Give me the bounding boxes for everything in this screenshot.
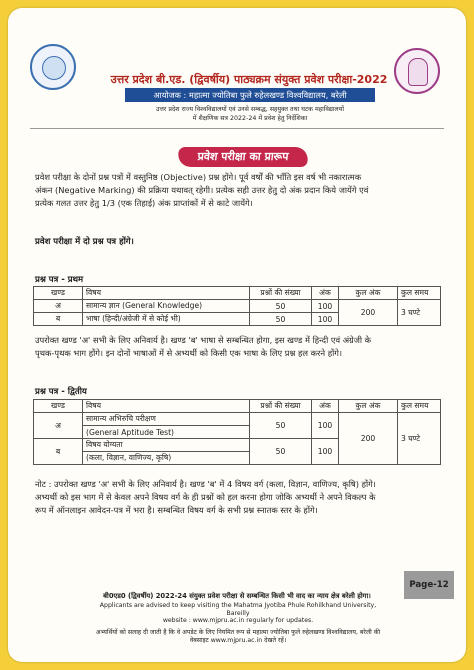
paper1-total-time: 3 घण्टे [398, 300, 441, 326]
paper1-total-marks: 200 [339, 300, 398, 326]
paper2-heading: प्रश्न पत्र - द्वितीय [35, 387, 87, 397]
website-advice-en: Applicants are advised to keep visiting the Mahatma Jyotiba Phule Rohilkhand University, Bareilly website : www.mjpru.ac.in regularly for updates. [99, 602, 377, 625]
section-banner: प्रवेश परीक्षा का प्रारूप [177, 147, 309, 167]
table-row: ब भाषा (हिन्दी/अंग्रेजी में से कोई भी) 50 100 [34, 313, 441, 326]
university-logo-icon [394, 48, 440, 94]
header-divider [30, 128, 444, 129]
paper1-heading: प्रश्न पत्र - प्रथम [35, 275, 84, 285]
table-row: अ सामान्य ज्ञान (General Knowledge) 50 100 200 3 घण्टे [34, 300, 441, 313]
organizer-strip: आयोजक : महात्मा ज्योतिबा फुले रुहेलखण्ड विश्वविद्यालय, बरेली [125, 88, 375, 102]
table-row: ब विषय योग्यता 50 100 [34, 439, 441, 452]
exam-title: उत्तर प्रदेश बी.एड. (द्विवर्षीय) पाठ्यक्रम संयुक्त प्रवेश परीक्षा-2022 [110, 73, 388, 86]
table-row: अ सामान्य अभिरुचि परीक्षण 50 100 200 3 घण्टे [34, 413, 441, 426]
brochure-page [8, 8, 466, 662]
table-row: (कला, विज्ञान, वाणिज्य, कृषि) [34, 452, 441, 465]
paper1-table [33, 286, 441, 326]
up-govt-emblem-icon [30, 44, 76, 90]
header-subtitle: उत्तर प्रदेश राज्य विश्वविद्यालयों एवं उनसे सम्बद्ध, सहयुक्त तथा घटक महाविद्यालयों में शैक्षणिक सत्र 2022-24 में प्रवेश हेतु निर्देशिका [156, 106, 344, 122]
table-header-row: खण्ड विषय प्रश्नों की संख्या अंक कुल अंक कुल समय [34, 287, 441, 300]
intro-paragraph: प्रवेश परीक्षा के दोनों प्रश्न पत्रों में वस्तुनिष्ठ (Objective) प्रश्न होंगे। पूर्व वर्षों की भाँति इस वर्ष भी नकारात्मक अंकन (Negative Marking) की प्रक्रिया यथावत् रहेगी। प्रत्येक सही उत्तर हेतु दो अंक प्रदान किये जायेंगे एवं प्रत्येक गलत उत्तर हेतु 1/3 (एक तिहाई) अंक प्राप्तांकों में से काटे जायेंगे। [35, 172, 369, 208]
paper2-table [33, 399, 441, 465]
two-papers-heading: प्रवेश परीक्षा में दो प्रश्न पत्र होंगे। [35, 237, 134, 247]
table-header-row: खण्ड विषय प्रश्नों की संख्या अंक कुल अंक कुल समय [34, 400, 441, 413]
table-row: (General Aptitude Test) [34, 426, 441, 439]
paper2-total-time: 3 घण्टे [398, 413, 441, 465]
page-number: Page-12 [404, 571, 454, 599]
paper2-note: नोट : उपरोक्त खण्ड 'अ' सभी के लिए अनिवार्य है। खण्ड 'ब' में 4 विषय वर्ग (कला, विज्ञान, वाणिज्य, कृषि) होंगे। अभ्यर्थी को इस भाग में से केवल अपने विषय वर्ग के ही प्रश्नों को हल करना होगा जोकि अभ्यर्थी ने अपने विकल्प के रूप में ऑनलाइन आवेदन-पत्र में भरा है। सम्बन्धित विषय वर्ग के सभी प्रश्न स्नातक स्तर के होंगे। [35, 479, 376, 515]
paper1-note: उपरोक्त खण्ड 'अ' सभी के लिए अनिवार्य है। खण्ड 'ब' भाषा से सम्बन्धित होगा, इस खण्ड में हिन्दी एवं अंग्रेजी के पृथक-पृथक भाग होंगे। इन दोनों भाषाओं में से अभ्यर्थी को किसी एक भाषा के लिए प्रश्न हल करने होंगे। [35, 335, 372, 358]
jurisdiction-note: बी0एड0 (द्विवर्षीय) 2022-24 संयुक्त प्रवेश परीक्षा से सम्बन्धित किसी भी वाद का न्याय क्षेत्र बरेली होगा। [103, 592, 371, 600]
website-advice-hi: अभ्यर्थियों को सलाह दी जाती है कि वे अपडेट के लिए नियमित रूप से महात्मा ज्योतिबा फुले रुहेलखण्ड विश्वविद्यालय, बरेली की वेबसाइट www.mjpru.ac.in देखते रहें। [95, 629, 381, 644]
paper2-total-marks: 200 [339, 413, 398, 465]
